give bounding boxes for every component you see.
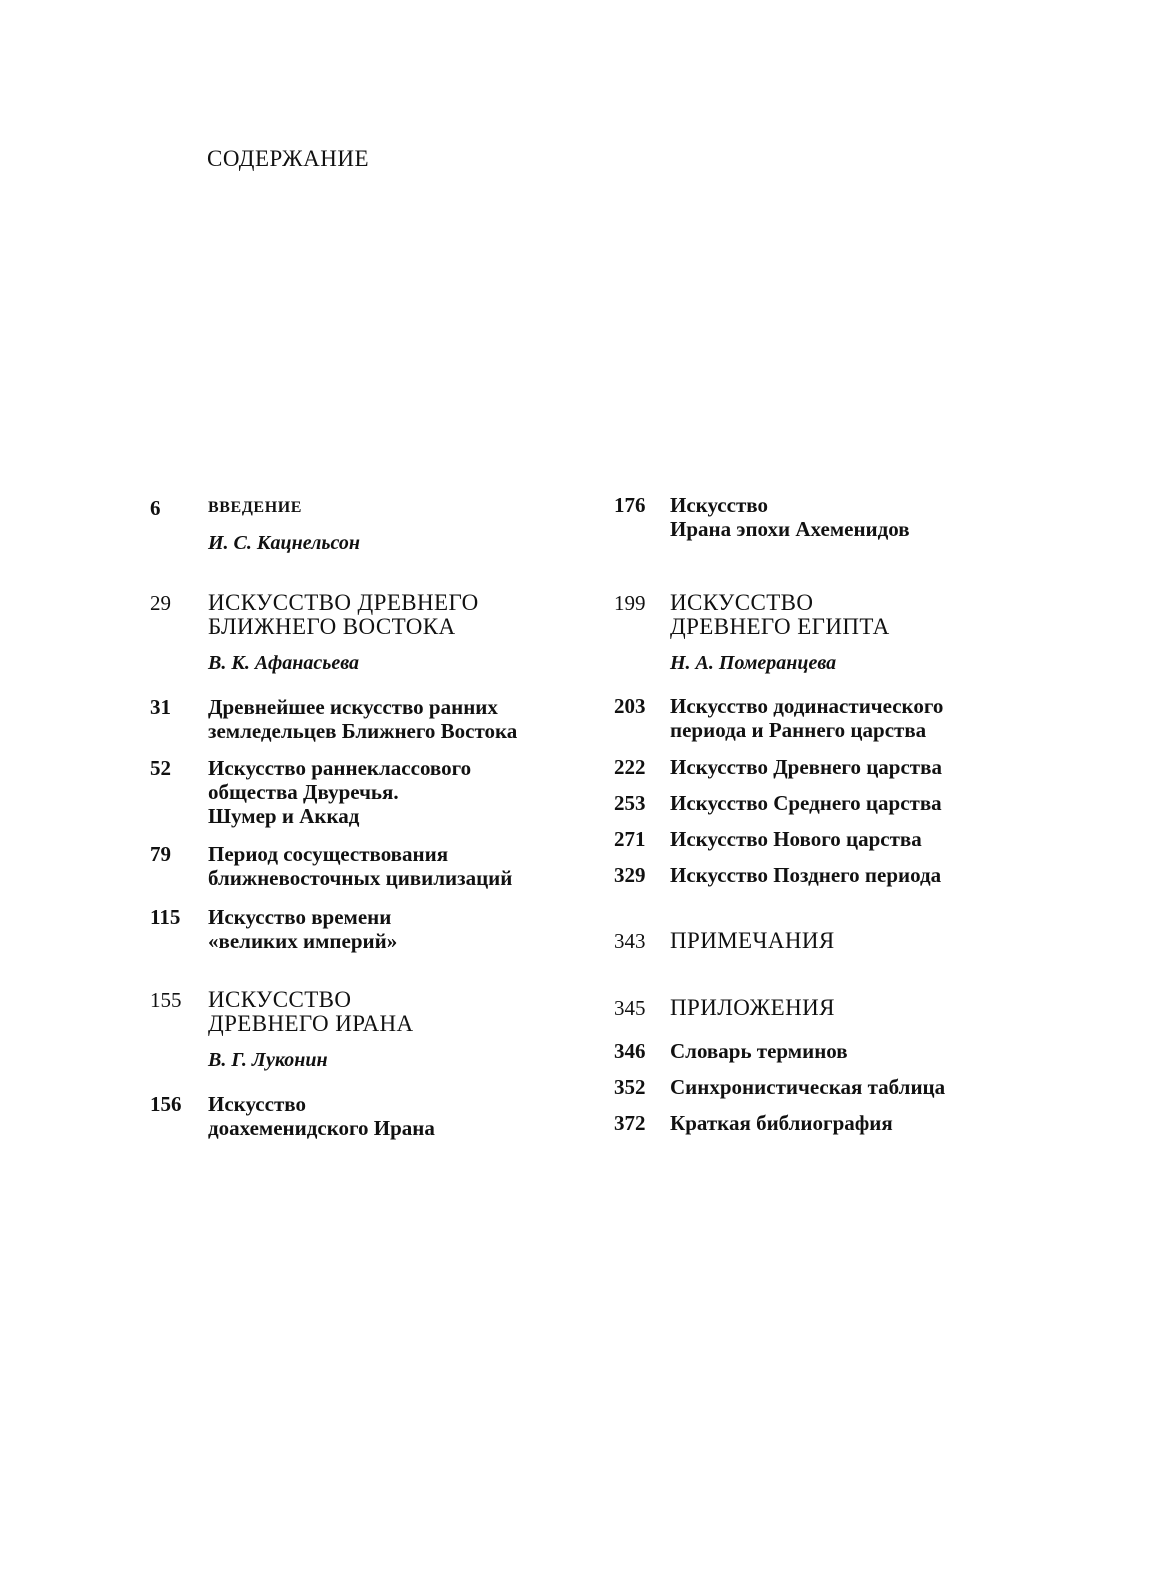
page-number: 253 xyxy=(614,791,646,815)
author-name: В. Г. Луконин xyxy=(208,1049,328,1071)
entry-title: ИСКУССТВО ДРЕВНЕГО БЛИЖНЕГО ВОСТОКА xyxy=(208,590,479,639)
author-name: В. К. Афанасьева xyxy=(208,652,360,674)
page-number: 343 xyxy=(614,929,646,953)
entry-title: Древнейшее искусство ранних земледельцев Ближнего Востока xyxy=(208,695,518,743)
entry-title: Словарь терминов xyxy=(670,1039,848,1063)
entry-title: Искусство раннеклассового общества Двуречья. Шумер и Аккад xyxy=(208,756,472,828)
page-number: 199 xyxy=(614,591,646,615)
entry-title: Искусство доахеменидского Ирана xyxy=(208,1092,435,1140)
page-number: 79 xyxy=(150,842,171,866)
entry-title: Краткая библиография xyxy=(670,1111,893,1135)
page-number: 115 xyxy=(150,905,181,929)
entry-title: ВВЕДЕНИЕ xyxy=(208,499,303,516)
page-number: 352 xyxy=(614,1075,646,1099)
entry-title: Искусство времени «великих империй» xyxy=(208,905,398,953)
entry-title: ИСКУССТВО ДРЕВНЕГО ЕГИПТА xyxy=(670,590,890,639)
entry-title: Искусство Ирана эпохи Ахеменидов xyxy=(670,493,910,541)
page-number: 156 xyxy=(150,1092,182,1116)
page-number: 345 xyxy=(614,996,646,1020)
page-number: 6 xyxy=(150,496,161,520)
page-number: 346 xyxy=(614,1039,646,1063)
page-number: 203 xyxy=(614,694,646,718)
entry-title: Искусство Позднего периода xyxy=(670,863,942,887)
entry-title: Искусство Нового царства xyxy=(670,827,922,851)
page-number: 222 xyxy=(614,755,646,779)
page-number: 52 xyxy=(150,756,171,780)
entry-title: Период сосуществования ближневосточных цивилизаций xyxy=(208,842,513,890)
entry-title: Искусство додинастического периода и Раннего царства xyxy=(670,694,944,742)
author-name: И. С. Кацнельсон xyxy=(208,532,360,554)
page-number: 329 xyxy=(614,863,646,887)
page-number: 29 xyxy=(150,591,171,615)
page-title: СОДЕРЖАНИЕ xyxy=(207,146,370,171)
page-number: 176 xyxy=(614,493,646,517)
entry-title: Синхронистическая таблица xyxy=(670,1075,946,1099)
page-number: 372 xyxy=(614,1111,646,1135)
entry-title: ИСКУССТВО ДРЕВНЕГО ИРАНА xyxy=(208,987,414,1036)
page-number: 155 xyxy=(150,988,182,1012)
entry-title: Искусство Древнего царства xyxy=(670,755,942,779)
page-number: 31 xyxy=(150,695,171,719)
entry-title: ПРИМЕЧАНИЯ xyxy=(670,928,835,953)
page-number: 271 xyxy=(614,827,646,851)
entry-title: ПРИЛОЖЕНИЯ xyxy=(670,995,835,1020)
author-name: Н. А. Померанцева xyxy=(670,652,837,674)
entry-title: Искусство Среднего царства xyxy=(670,791,942,815)
